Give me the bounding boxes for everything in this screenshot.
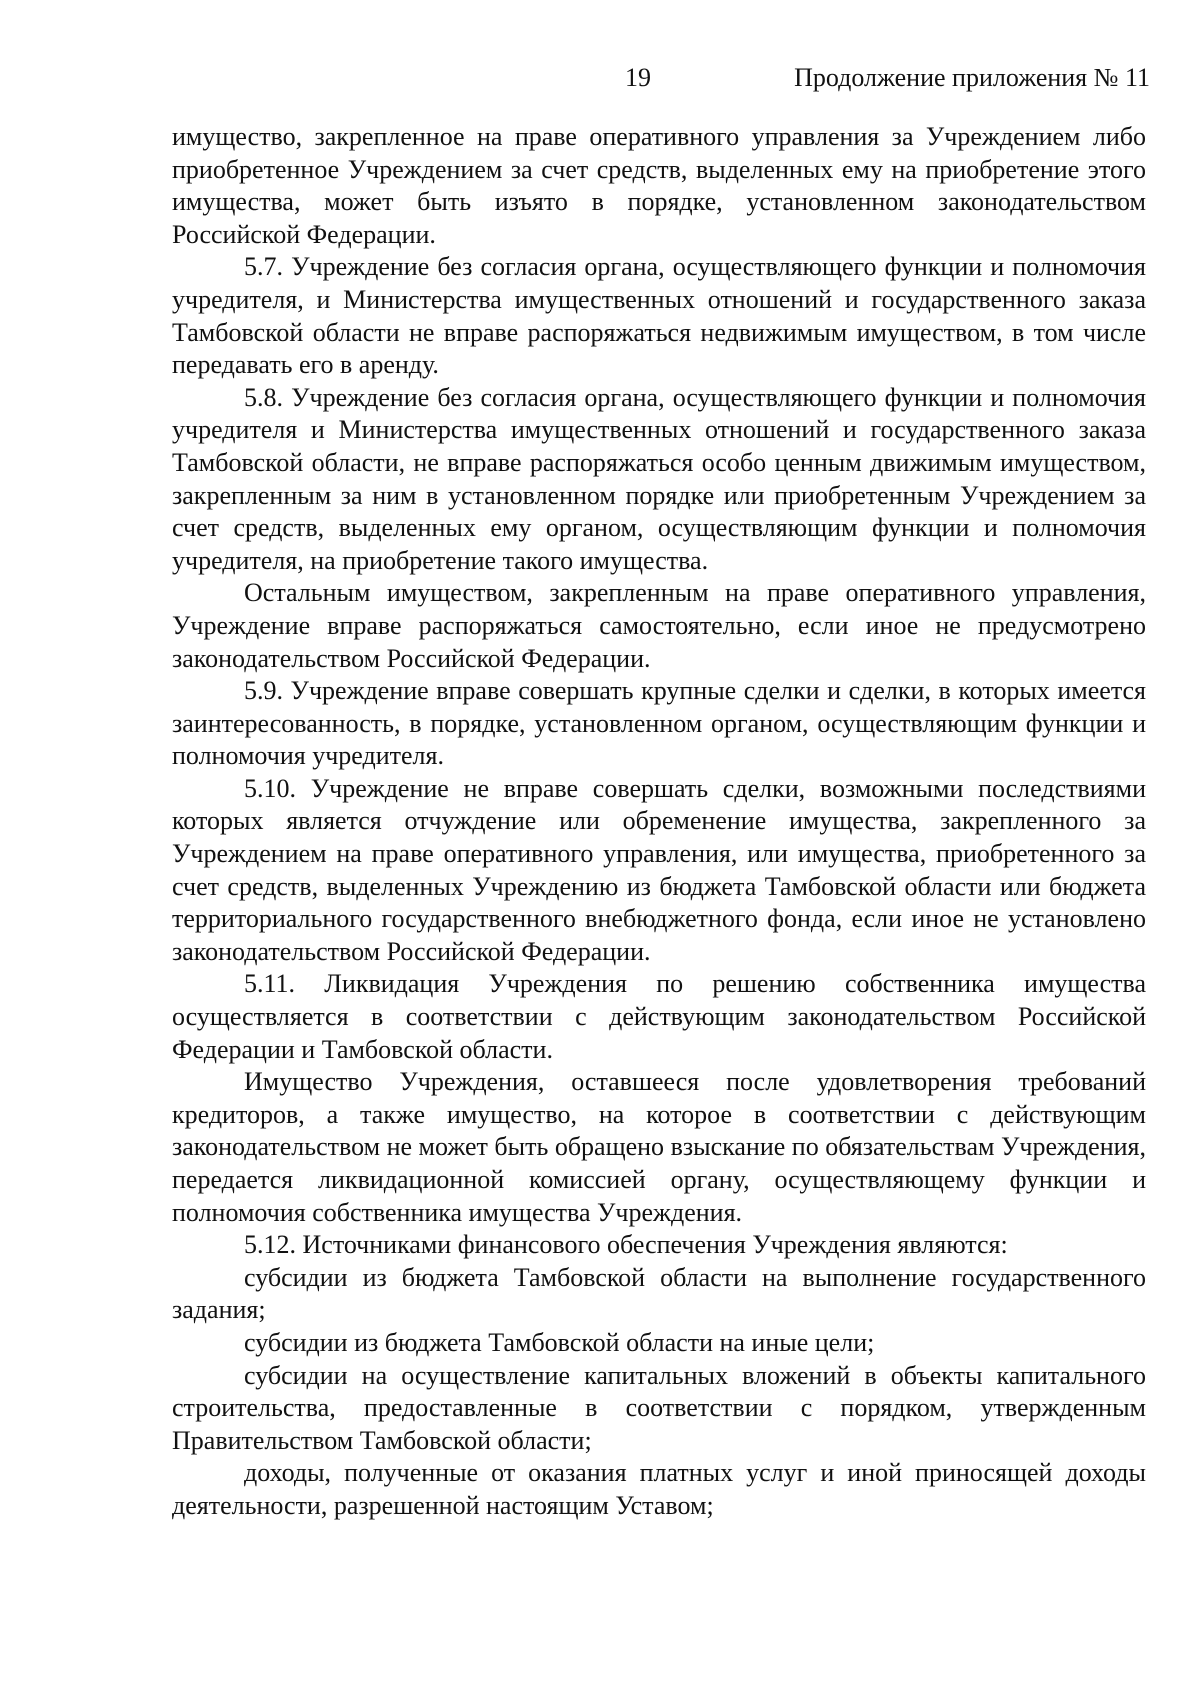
- list-item-other-subsidies: субсидии из бюджета Тамбовской области на иные цели;: [244, 1327, 875, 1357]
- paragraph-5-10: 5.10. Учреждение не вправе совершать сделки, возможными последствиями которых является отчуждение или обременение имущества, закрепленного за Учреждением на праве оперативного управления, или имущества, приобретенного за счет средств, выделенных Учреждению из бюджета Тамбовской области или бюджета территориального государственного внебюджетного фонда, если иное не установлено законодательством Российской Федерации.: [172, 773, 1146, 966]
- list-item-paid-services-income: доходы, полученные от оказания платных услуг и иной приносящей доходы деятельности, разрешенной настоящим Уставом;: [172, 1458, 1146, 1520]
- list-item-state-task-subsidies: субсидии из бюджета Тамбовской области на выполнение государственного задания;: [172, 1262, 1146, 1325]
- paragraph-5-8: 5.8. Учреждение без согласия органа, осуществляющего функции и полномочия учредителя и Министерства имущественных отношений и государственного заказа Тамбовской области, не вправе распоряжаться особо ценным движимым имуществом, закрепленным за ним в установленном порядке или приобретенным Учреждением за счет средств, выделенных ему органом, осуществляющим функции и полномочия учредителя, на приобретение такого имущества.: [172, 382, 1146, 575]
- list-item-capital-subsidies: субсидии на осуществление капитальных вложений в объекты капитального строительства, предоставленные в соответствии с порядком, утвержденным Правительством Тамбовской области;: [172, 1360, 1146, 1455]
- paragraph-other-property: Остальным имуществом, закрепленным на праве оперативного управления, Учреждение вправе распоряжаться самостоятельно, если иное не предусмотрено законодательством Российской Федерации.: [172, 578, 1146, 673]
- paragraph-5-7: 5.7. Учреждение без согласия органа, осуществляющего функции и полномочия учредителя, и Министерства имущественных отношений и государственного заказа Тамбовской области не вправе распоряжаться недвижимым имуществом, в том числе передавать его в аренду.: [172, 252, 1146, 380]
- appendix-continuation-title: Продолжение приложения № 11: [794, 63, 1150, 92]
- page-header: [0, 58, 1200, 98]
- paragraph-5-9: 5.9. Учреждение вправе совершать крупные сделки и сделки, в которых имеется заинтересованность, в порядке, установленном органом, осуществляющим функции и полномочия учредителя.: [172, 676, 1146, 771]
- document-body: [172, 121, 1146, 1523]
- paragraph-property-seizure: имущество, закрепленное на праве оперативного управления за Учреждением либо приобретенное Учреждением за счет средств, выделенных ему на приобретение этого имущества, может быть изъято в порядке, установленном законодательством Российской Федерации.: [172, 122, 1146, 249]
- page-number: 19: [625, 63, 651, 92]
- paragraph-remaining-property: Имущество Учреждения, оставшееся после удовлетворения требований кредиторов, а также имущество, на которое в соответствии с действующим законодательством не может быть обращено взыскание по обязательствам Учреждения, передается ликвидационной комиссией органу, осуществляющему функции и полномочия собственника имущества Учреждения.: [172, 1067, 1146, 1227]
- paragraph-5-11: 5.11. Ликвидация Учреждения по решению собственника имущества осуществляется в соответствии с действующим законодательством Российской Федерации и Тамбовской области.: [172, 969, 1146, 1064]
- paragraph-5-12: 5.12. Источниками финансового обеспечения Учреждения являются:: [244, 1230, 1008, 1260]
